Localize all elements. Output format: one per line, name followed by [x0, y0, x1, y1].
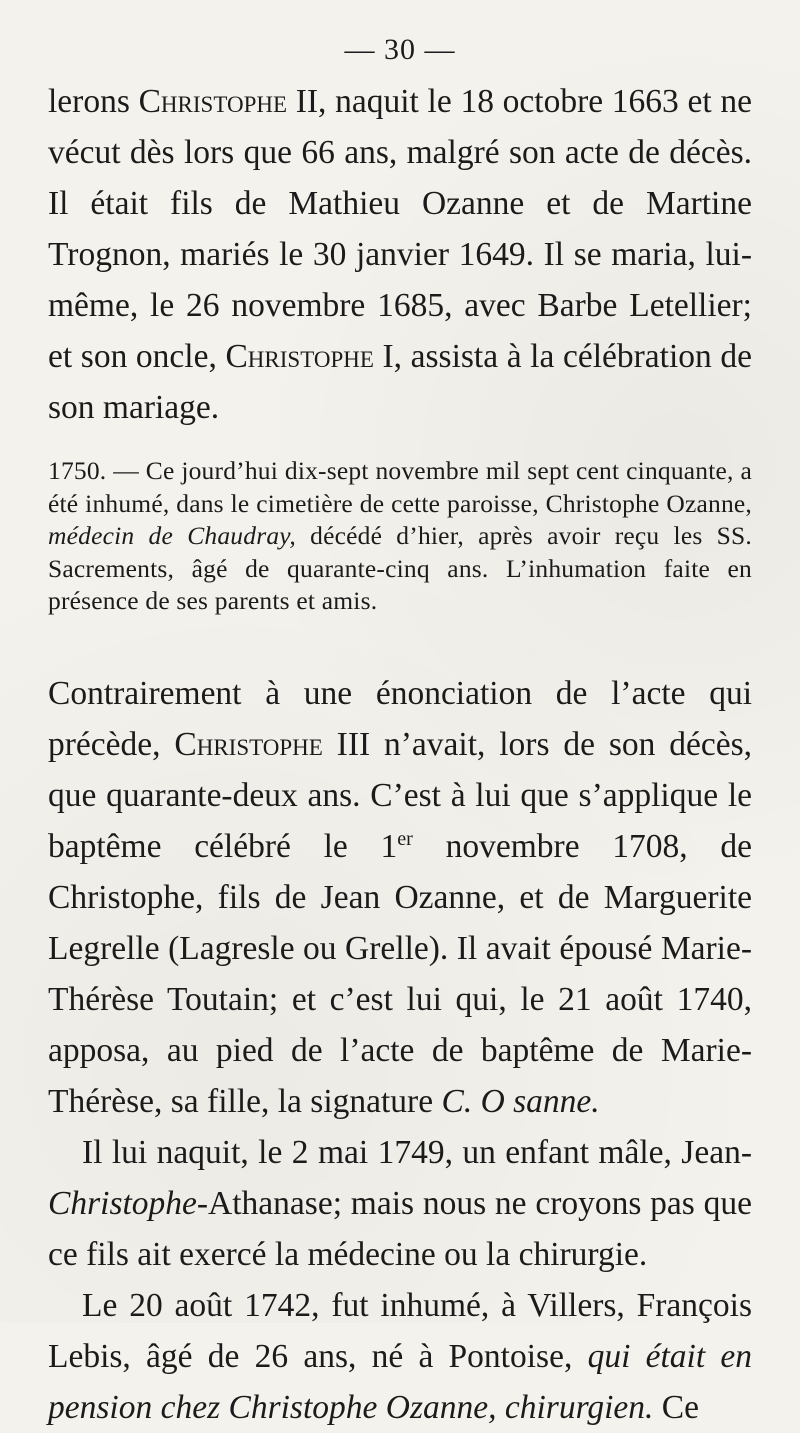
text-run: III n’avait, lors de son décès, que quarante-deux ans. C’est à lui que s’applique le baptême célébré le 1	[48, 725, 752, 865]
text-run: I, assista à la célébration de son mariage.	[48, 338, 752, 426]
burial-record-quote	[48, 455, 752, 618]
paragraph-son	[48, 1127, 752, 1280]
text-run: Le 20 août 1742, fut inhumé, à Villers, François Lebis, âgé de 26 ans, né à Pontoise,	[48, 1286, 752, 1375]
paragraph-lebis	[48, 1280, 752, 1433]
text-run: 1750. — Ce jourd’hui dix-sept novembre mil sept cent cinquante, a été inhumé, dans le cimetière de cette paroisse, Christophe Ozanne,	[48, 456, 752, 518]
text-run: décédé d’hier, après avoir reçu les SS. Sacrements, âgé de quarante-cinq ans. L’inhumation faite en présence de ses parents et amis.	[48, 521, 752, 615]
text-run: II, naquit le 18 octobre 1663 et ne vécut dès lors que 66 ans, malgré son acte de décès. Il était fils de Mathieu Ozanne et de Martine Trognon, mariés le 30 janvier 1649. Il se maria, lui-même, le 26 novembre 1685, avec Barbe Letellier; et son oncle,	[48, 83, 752, 375]
text-run: Il lui naquit, le 2 mai 1749, un enfant mâle, Jean-	[82, 1133, 752, 1171]
italic-run: qui était en pension chez Christophe Ozanne, chirurgien.	[48, 1337, 753, 1426]
text-run: Ce	[653, 1388, 700, 1426]
italic-run: Christophe	[48, 1184, 197, 1222]
text-run: novembre 1708, de Christophe, fils de Jean Ozanne, et de Marguerite Legrelle (Lagresle ou Grelle). Il avait épousé Marie-Thérèse Toutain; et c’est lui qui, le 21 août 1740, apposa, au pied de l’acte de baptême de Marie-Thérèse, sa fille, la signature	[48, 827, 752, 1120]
name-small-caps: Christophe	[225, 338, 374, 375]
text-run: Contrairement à une énonciation de l’acte qui précède,	[48, 674, 752, 763]
italic-run: médecin de Chaudray,	[48, 521, 296, 550]
paragraph-christophe-iii	[48, 668, 752, 1127]
signature-italic: C. O sanne.	[441, 1082, 600, 1120]
paragraph-christophe-ii	[48, 76, 752, 433]
text-run: lerons	[48, 83, 139, 120]
name-small-caps: Christophe	[174, 725, 323, 763]
page-number: — 30 —	[344, 33, 456, 66]
name-small-caps: Christophe	[138, 83, 288, 120]
ordinal-superscript: er	[397, 827, 413, 850]
text-run: -Athanase; mais nous ne croyons pas que ce fils ait exercé la médecine ou la chirurgie.	[48, 1184, 752, 1273]
